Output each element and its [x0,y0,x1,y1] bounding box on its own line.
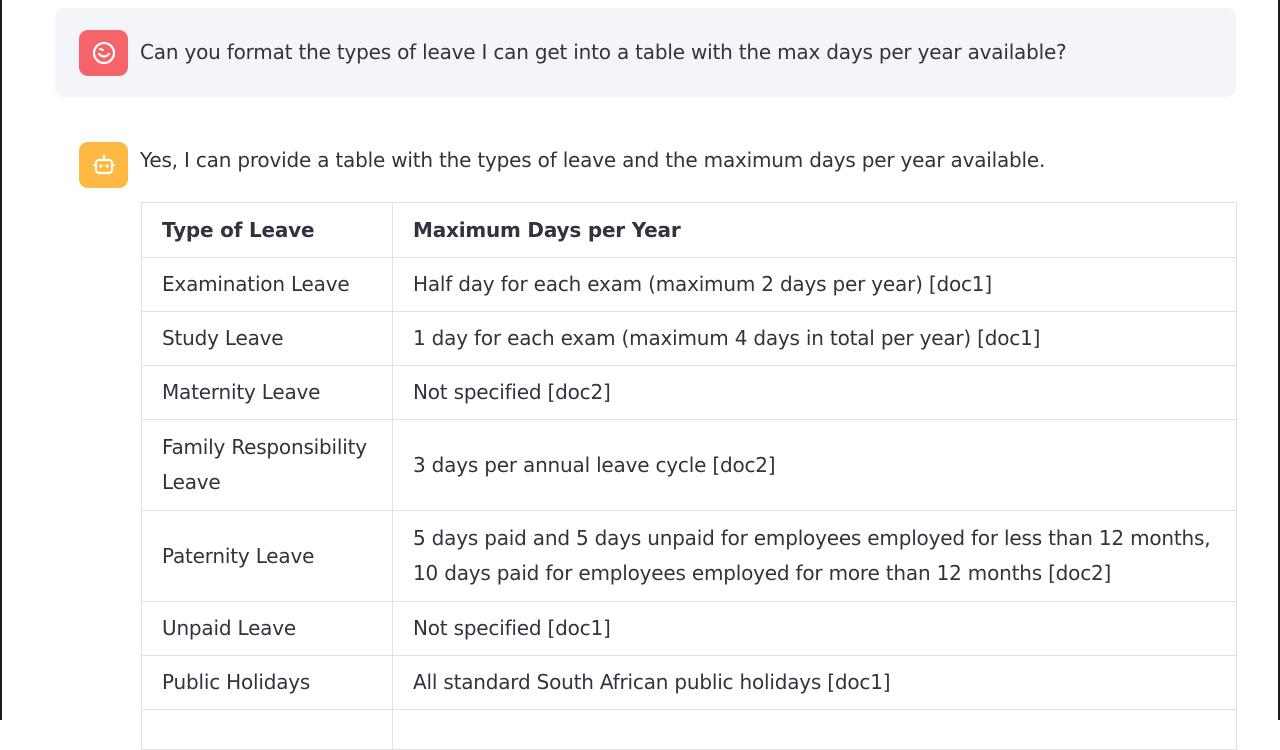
table-row [142,656,1237,710]
max-days-cell: 3 days per annual leave cycle [doc2] [393,420,1237,511]
leave-type-cell [142,710,393,750]
table-row [142,710,1237,750]
user-avatar [79,30,128,76]
robot-icon [91,152,117,178]
smiley-face-icon [91,40,117,66]
table-row [142,602,1237,656]
max-days-cell: All standard South African public holidays [doc1] [393,656,1237,710]
table-header-row [142,203,1237,258]
table-row [142,420,1237,511]
max-days-cell: 1 day for each exam (maximum 4 days in total per year) [doc1] [393,312,1237,366]
table-row [142,312,1237,366]
leave-table [141,202,1237,750]
max-days-cell: Not specified [doc1] [393,602,1237,656]
leave-type-cell: Examination Leave [142,258,393,312]
leave-type-cell: Family Responsibility Leave [142,420,393,511]
leave-type-cell: Public Holidays [142,656,393,710]
max-days-cell: Half day for each exam (maximum 2 days per year) [doc1] [393,258,1237,312]
table-row [142,511,1237,602]
leave-type-cell: Unpaid Leave [142,602,393,656]
max-days-cell: 5 days paid and 5 days unpaid for employees employed for less than 12 months, 10 days paid for employees employed for more than 12 months [doc2] [393,511,1237,602]
max-days-cell: Not specified [doc2] [393,366,1237,420]
table-row [142,366,1237,420]
assistant-avatar [79,142,128,188]
header-maximum-days: Maximum Days per Year [393,203,1237,258]
assistant-message-text: Yes, I can provide a table with the types of leave and the maximum days per year available. [140,148,1046,172]
leave-type-cell: Maternity Leave [142,366,393,420]
user-message-text: Can you format the types of leave I can get into a table with the max days per year available? [140,40,1067,64]
leave-type-cell: Study Leave [142,312,393,366]
max-days-cell [393,710,1237,750]
leave-type-cell: Paternity Leave [142,511,393,602]
table-row [142,258,1237,312]
header-type-of-leave: Type of Leave [142,203,393,258]
